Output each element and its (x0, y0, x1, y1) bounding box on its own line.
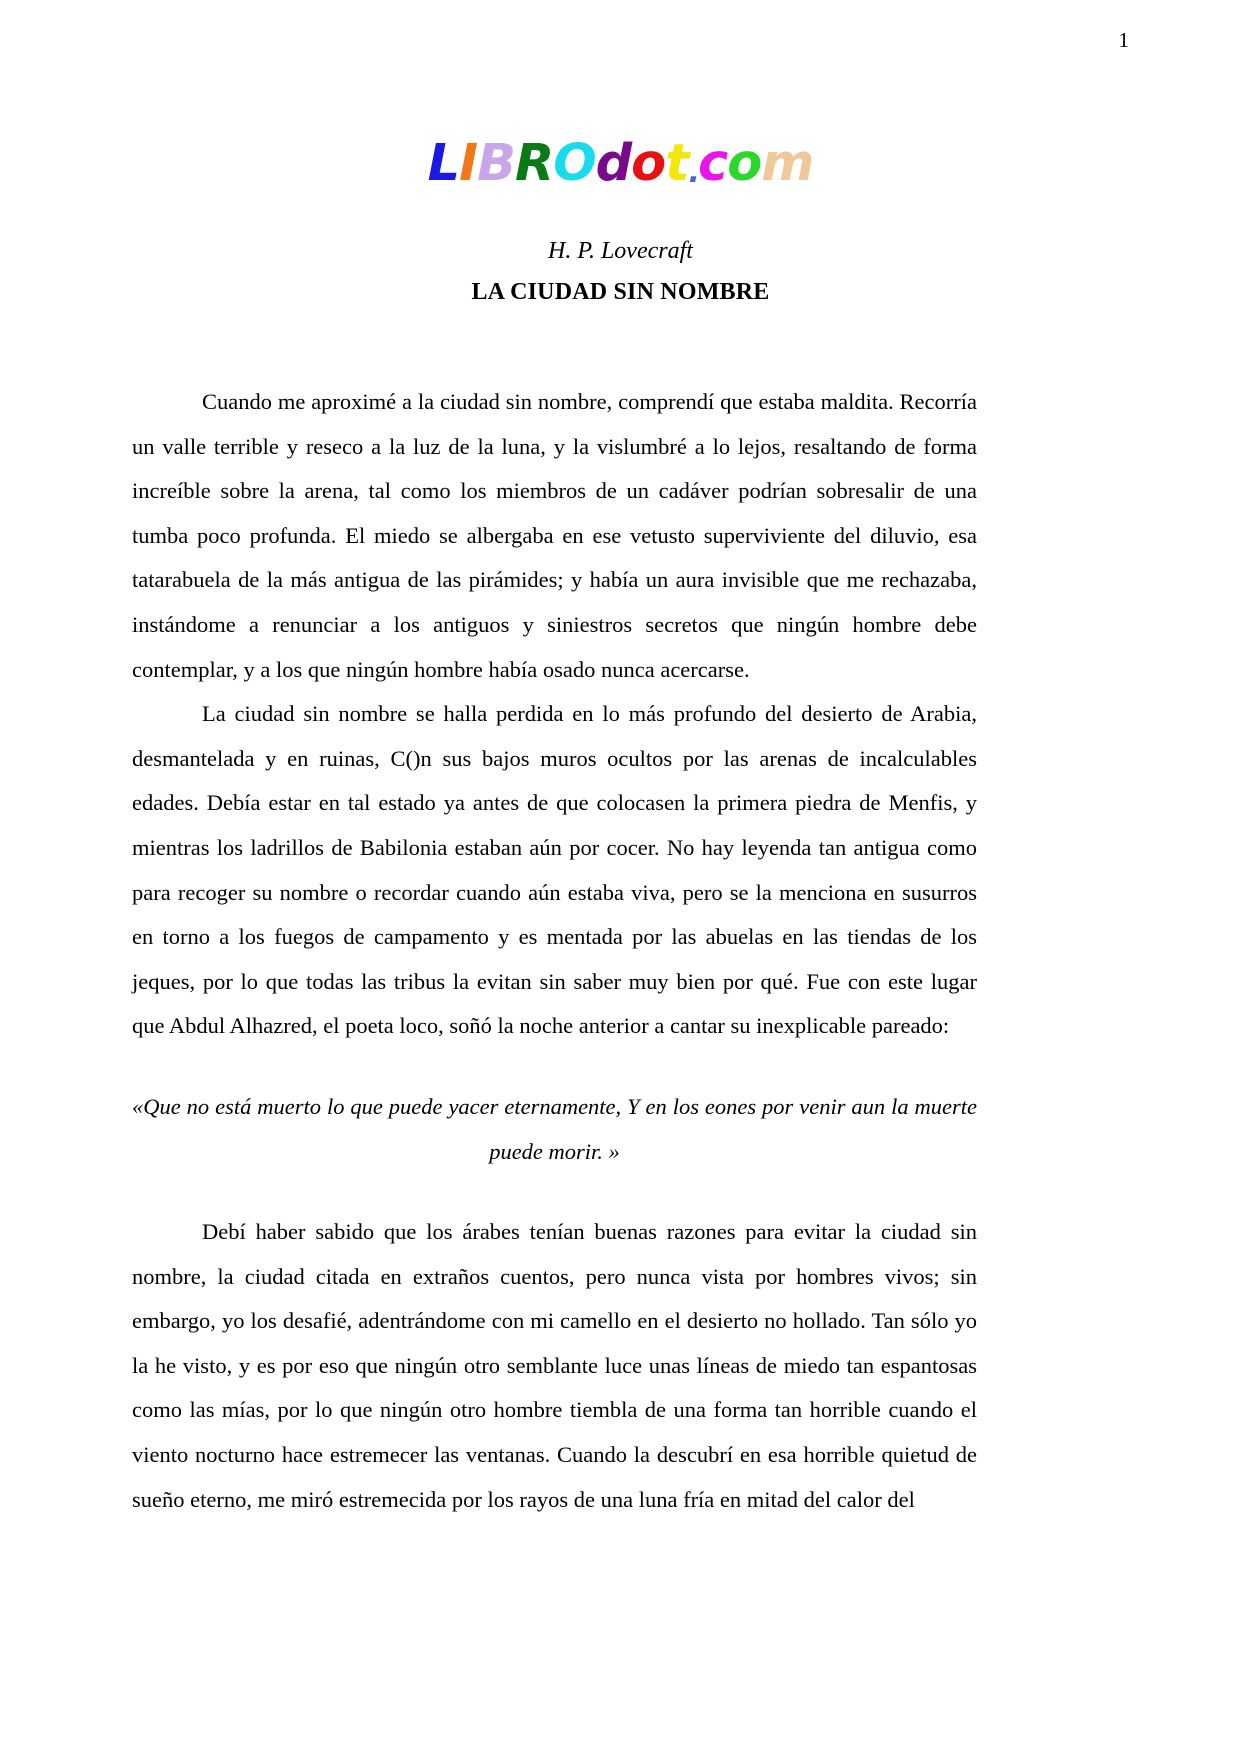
logo-letter-0: L (427, 134, 460, 193)
logo-letter-4: O (553, 134, 596, 193)
verse-block (132, 1049, 977, 1174)
verse-line: puede morir. » (489, 1138, 620, 1164)
logo-letter-5: d (595, 134, 632, 193)
librodot-logo-text (427, 134, 814, 193)
logo-letter-3: R (514, 134, 554, 193)
logo-letter-8: . (688, 155, 698, 190)
logo-letter-10: o (727, 134, 762, 193)
document-body (132, 380, 977, 1522)
logo-letter-7: t (665, 134, 689, 193)
author-name: H. P. Lovecraft (548, 238, 693, 264)
logo-letter-11: m (761, 134, 814, 193)
logo-letter-9: c (697, 134, 728, 193)
page-number: 1 (1118, 28, 1129, 52)
paragraph: Debí haber sabido que los árabes tenían buenas razones para evitar la ciudad sin nombre, la ciudad citada en extraños cuentos, pero nunca vista por hombres vivos; sin embargo, yo los desafié, adentrándome con mi camello en el desierto no hollado. Tan sólo yo la he visto, y es por eso que ningún otro semblante luce unas líneas de miedo tan espantosas como las mías, por lo que ningún otro hombre tiembla de una forma tan horrible cuando el viento nocturno hace estremecer las ventanas. Cuando la descubrí en esa horrible quietud de sueño eterno, me miró estremecida por los rayos de una luna fría en mitad del calor del (132, 1219, 977, 1512)
paragraph: Cuando me aproximé a la ciudad sin nombre, comprendí que estaba maldita. Recorría un valle terrible y reseco a la luz de la luna, y la vislumbré a lo lejos, resaltando de forma increíble sobre la arena, tal como los miembros de un cadáver podrían sobresalir de una tumba poco profunda. El miedo se albergaba en ese vetusto superviviente del diluvio, esa tatarabuela de la más antigua de las pirámides; y había un aura invisible que me rechazaba, instándome a renunciar a los antiguos y siniestros secretos que ningún hombre debe contemplar, y a los que ningún hombre había osado nunca acercarse. (132, 389, 977, 682)
verse-line: «Que no está muerto lo que puede yacer eternamente, Y en los eones por venir aun la muerte (132, 1093, 977, 1119)
spacer (132, 1174, 977, 1210)
paragraph: La ciudad sin nombre se halla perdida en lo más profundo del desierto de Arabia, desmantelada y en ruinas, C()n sus bajos muros ocultos por las arenas de incalculables edades. Debía estar en tal estado ya antes de que colocasen la primera piedra de Menfis, y mientras los ladrillos de Babilonia estaban aún por cocer. No hay leyenda tan antigua como para recoger su nombre o recordar cuando aún estaba viva, pero se la menciona en susurros en torno a los fuegos de campamento y es mentada por las abuelas en las tiendas de los jeques, por lo que todas las tribus la evitan sin saber muy bien por qué. Fue con este lugar que Abdul Alhazred, el poeta loco, soñó la noche anterior a cantar su inexplicable pareado: (132, 701, 977, 1039)
logo-letter-1: I (459, 134, 478, 193)
page-title: LA CIUDAD SIN NOMBRE (471, 279, 770, 305)
logo-letter-2: B (477, 134, 515, 193)
logo-letter-6: o (631, 134, 666, 193)
librodot-logo[interactable] (0, 134, 1241, 193)
